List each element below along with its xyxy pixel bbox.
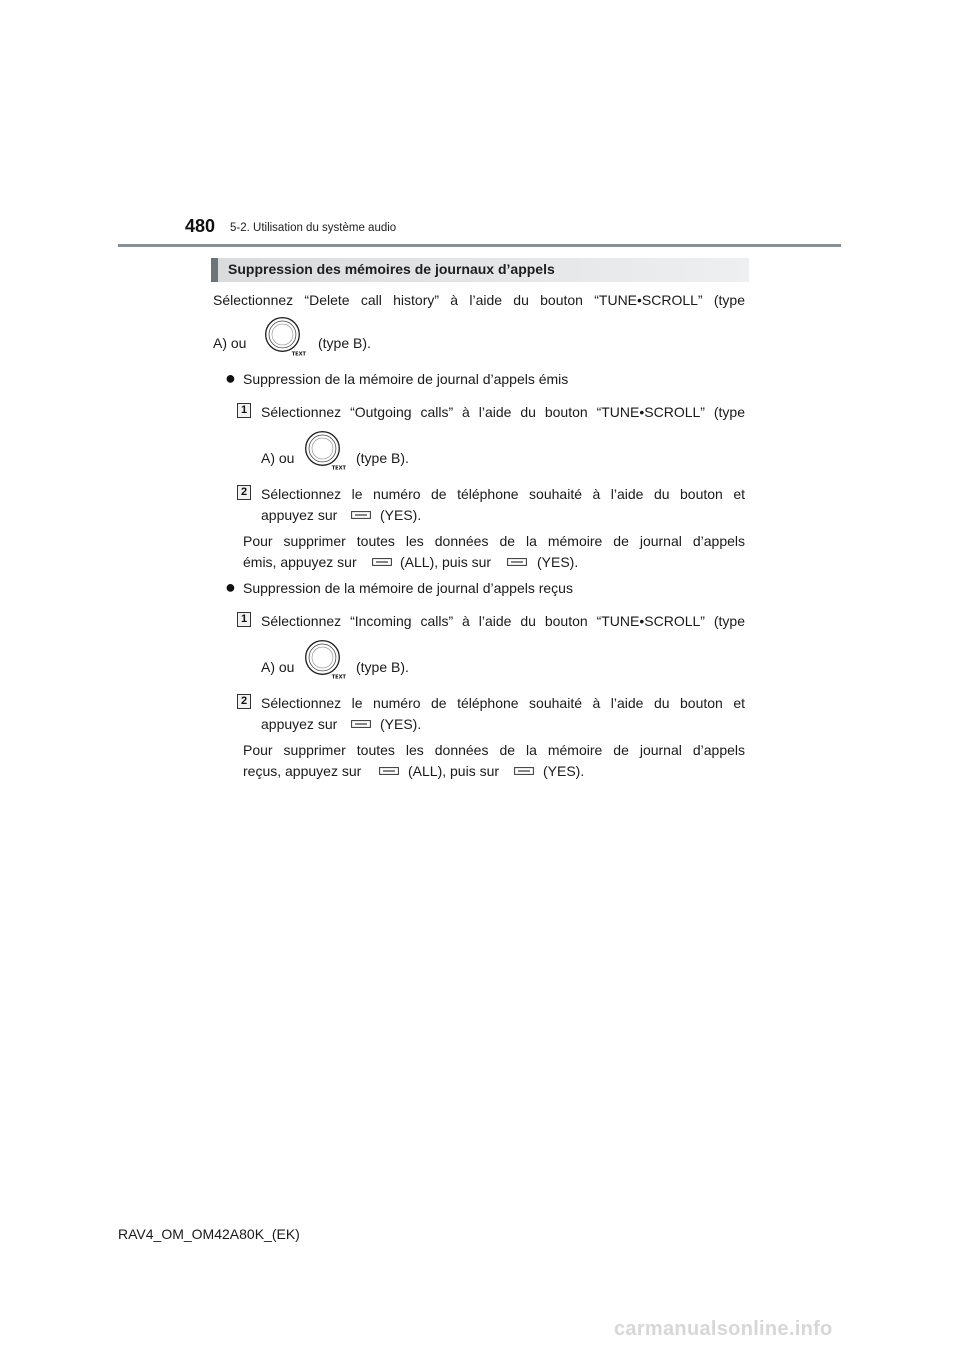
intro-line-1: Sélectionnez “Delete call history” à l’aide du bouton “TUNE•SCROLL” (type xyxy=(213,292,745,308)
watermark-text: carmanualsonline.info xyxy=(614,1318,833,1340)
dash-button-icon xyxy=(379,767,399,775)
outgoing-note-part-b: (ALL), puis sur xyxy=(400,554,492,570)
knob-text-label: TEXT xyxy=(291,351,306,358)
incoming-step2-line1: Sélectionnez le numéro de téléphone souhaité à l’aide du bouton et xyxy=(261,695,745,711)
outgoing-step2-prefix: appuyez sur xyxy=(261,507,338,523)
outgoing-note-line1: Pour supprimer toutes les données de la mémoire de journal d’appels xyxy=(243,533,745,549)
outgoing-title: Suppression de la mémoire de journal d’appels émis xyxy=(243,371,569,387)
outgoing-note-part-c: (YES). xyxy=(537,554,579,570)
bullet-incoming: ● xyxy=(225,577,236,597)
incoming-note-part-a: reçus, appuyez sur xyxy=(243,763,362,779)
outgoing-step1-prefix: A) ou xyxy=(261,450,295,466)
tune-knob-icon xyxy=(264,316,306,358)
subsection-bar xyxy=(211,258,749,282)
outgoing-note-part-a: émis, appuyez sur xyxy=(243,554,357,570)
subsection-title: Suppression des mémoires de journaux d’appels xyxy=(228,261,555,277)
outgoing-step2-line1: Sélectionnez le numéro de téléphone souhaité à l’aide du bouton et xyxy=(261,486,745,502)
dash-button-icon xyxy=(507,558,527,566)
section-label: 5-2. Utilisation du système audio xyxy=(230,222,397,234)
dash-button-icon xyxy=(514,767,534,775)
incoming-note-part-b: (ALL), puis sur xyxy=(408,763,500,779)
incoming-step2-suffix: (YES). xyxy=(380,716,422,732)
step-number-badge: 1 xyxy=(237,403,251,418)
tune-knob-icon xyxy=(304,639,346,681)
incoming-note-line1: Pour supprimer toutes les données de la mémoire de journal d’appels xyxy=(243,742,745,758)
dash-button-icon xyxy=(351,511,371,519)
incoming-step1-line1: Sélectionnez “Incoming calls” à l’aide du bouton “TUNE•SCROLL” (type xyxy=(261,613,745,629)
header-rule xyxy=(118,244,841,247)
knob-text-label: TEXT xyxy=(331,465,346,472)
incoming-note-part-c: (YES). xyxy=(543,763,585,779)
intro-prefix: A) ou xyxy=(213,335,247,351)
bullet-outgoing: ● xyxy=(225,368,236,388)
step-number-badge: 1 xyxy=(237,612,251,627)
intro-suffix: (type B). xyxy=(318,335,371,351)
knob-text-label: TEXT xyxy=(331,674,346,681)
outgoing-step1-line1: Sélectionnez “Outgoing calls” à l’aide du bouton “TUNE•SCROLL” (type xyxy=(261,404,745,420)
dash-button-icon xyxy=(351,720,371,728)
tune-knob-icon xyxy=(304,430,346,472)
incoming-step2-prefix: appuyez sur xyxy=(261,716,338,732)
page-number: 480 xyxy=(185,216,216,236)
doc-code: RAV4_OM_OM42A80K_(EK) xyxy=(118,1226,300,1242)
step-number-badge: 2 xyxy=(237,694,251,709)
step-number-badge: 2 xyxy=(237,485,251,500)
incoming-title: Suppression de la mémoire de journal d’appels reçus xyxy=(243,580,573,596)
incoming-step1-prefix: A) ou xyxy=(261,659,295,675)
incoming-step1-suffix: (type B). xyxy=(356,659,409,675)
dash-button-icon xyxy=(372,558,392,566)
outgoing-step1-suffix: (type B). xyxy=(356,450,409,466)
outgoing-step2-suffix: (YES). xyxy=(380,507,422,523)
